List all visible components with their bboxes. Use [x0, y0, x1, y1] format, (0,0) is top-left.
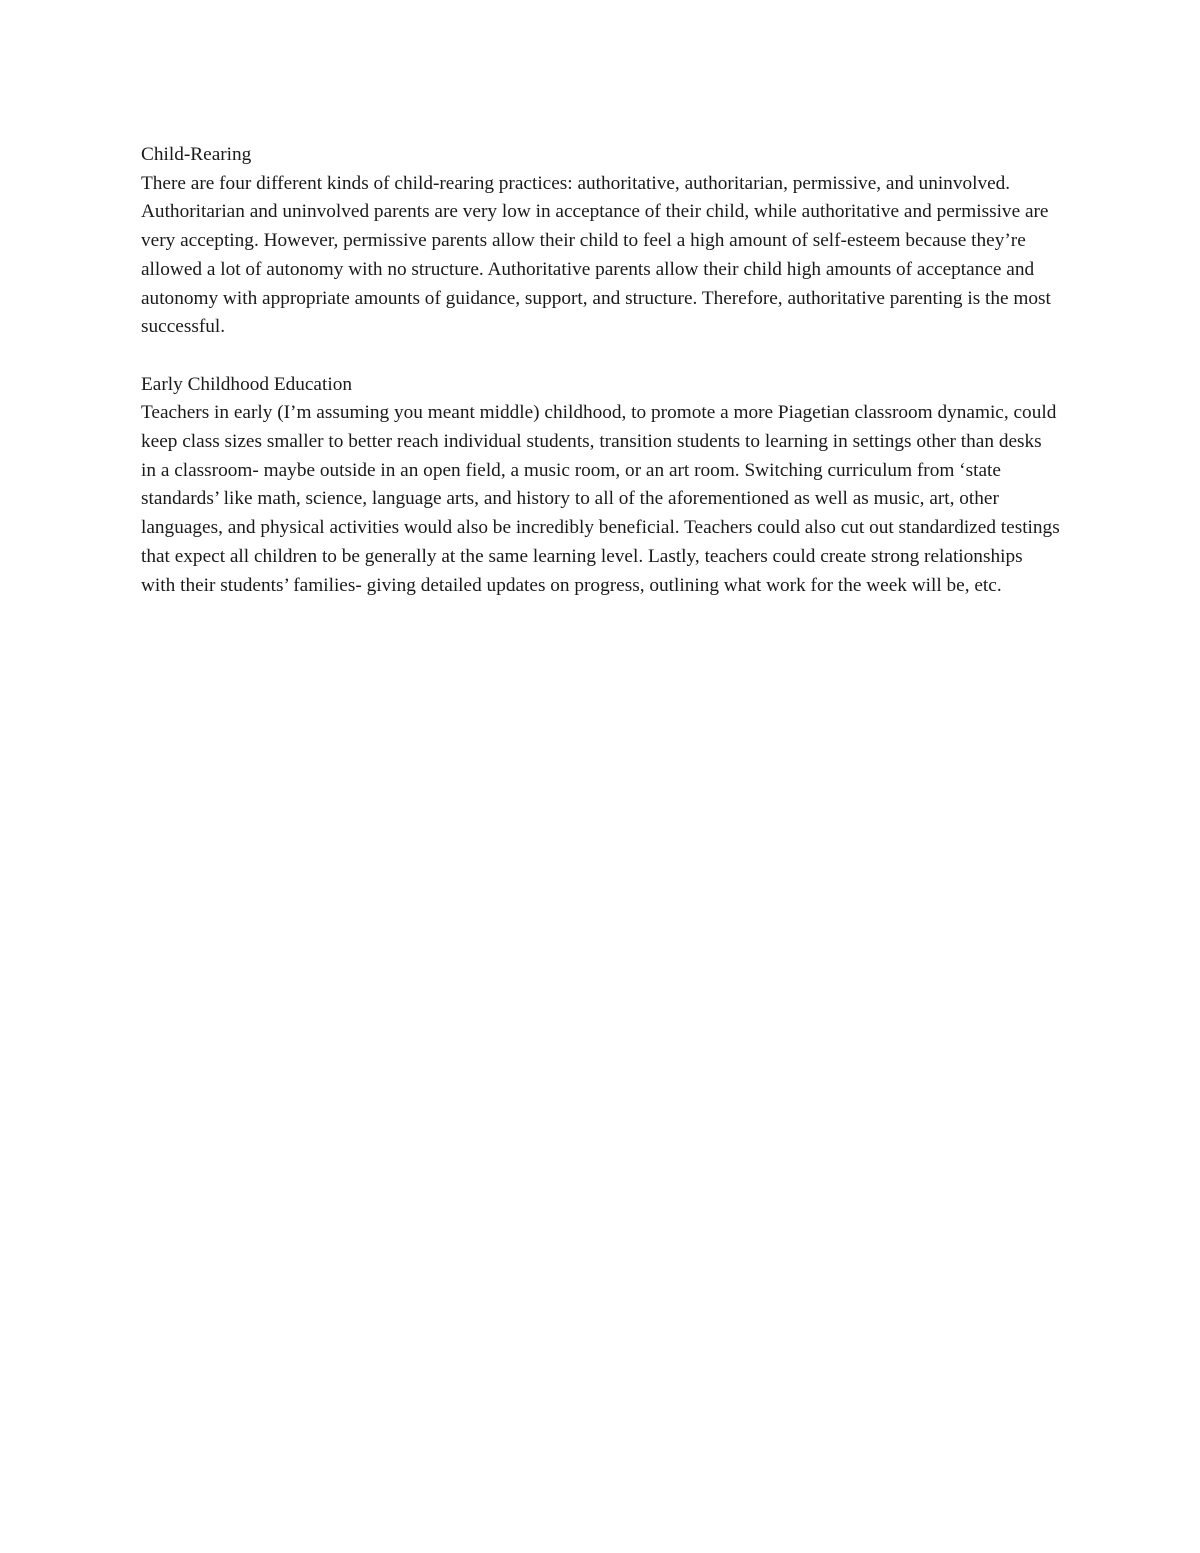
section-paragraph: There are four different kinds of child-rearing practices: authoritative, authoritarian, permissive, and uninvolved. Authoritarian and uninvolved parents are very low in acceptance of their child, while authoritative and permissive are very accepting. However, permissive parents allow their child to feel a high amount of self-esteem because they’re allowed a lot of autonomy with no structure. Authoritative parents allow their child high amounts of acceptance and autonomy with appropriate amounts of guidance, support, and structure. Therefore, authoritative parenting is the most successful.: [141, 172, 1051, 338]
section-child-rearing: [141, 141, 1061, 342]
section-early-childhood-education: [141, 371, 1061, 601]
section-paragraph: Teachers in early (I’m assuming you meant middle) childhood, to promote a more Piagetian classroom dynamic, could keep class sizes smaller to better reach individual students, transition students to learning in settings other than desks in a classroom- maybe outside in an open field, a music room, or an art room. Switching curriculum from ‘state standards’ like math, science, language arts, and history to all of the aforementioned as well as music, art, other languages, and physical activities would also be incredibly beneficial. Teachers could also cut out standardized testings that expect all children to be generally at the same learning level. Lastly, teachers could create strong relationships with their students’ families- giving detailed updates on progress, outlining what work for the week will be, etc.: [141, 402, 1060, 596]
document-content: [141, 141, 1061, 629]
section-heading: Early Childhood Education: [141, 373, 352, 395]
section-heading: Child-Rearing: [141, 144, 252, 165]
